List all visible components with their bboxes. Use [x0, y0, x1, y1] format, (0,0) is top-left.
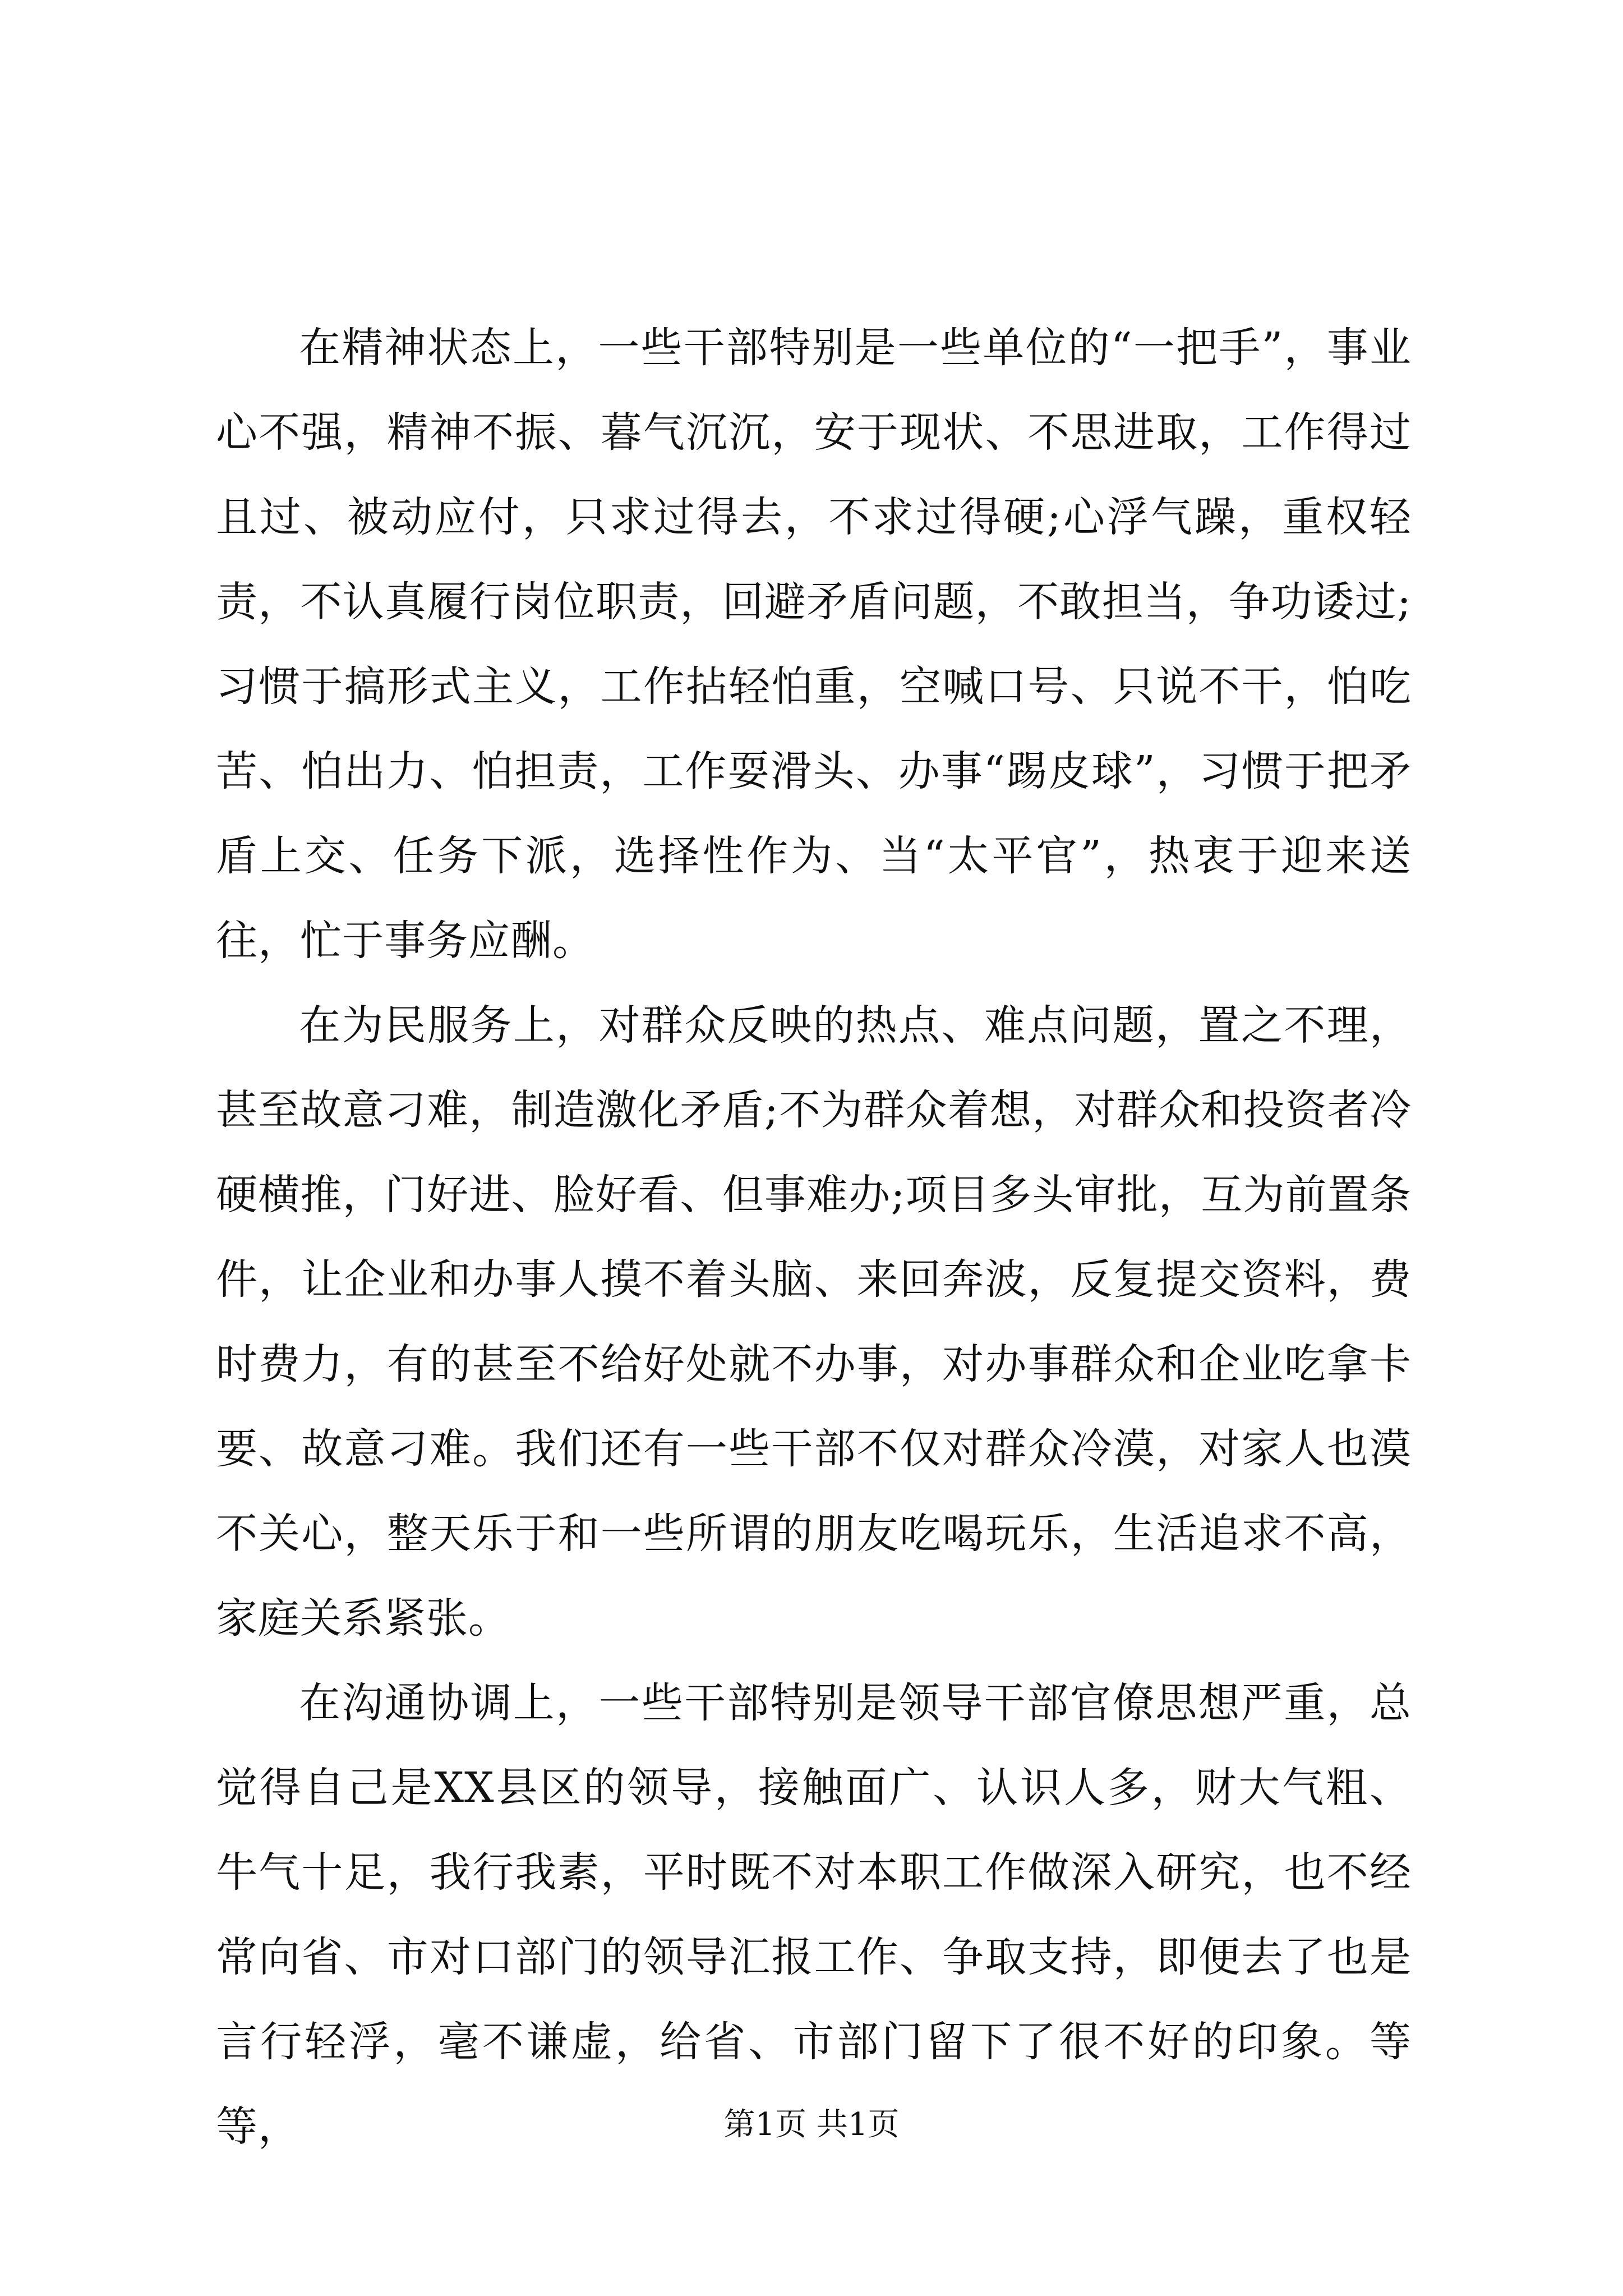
- paragraph-communication: 在沟通协调上，一些干部特别是领导干部官僚思想严重，总觉得自己是XX县区的领导，接触面广、认识人多，财大气粗、牛气十足，我行我素，平时既不对本职工作做深入研究，也不经常向省、市对口部门的领导汇报工作、争取支持，即便去了也是言行轻浮，毫不谦虚，给省、市部门留下了很不好的印象。等等，: [216, 1679, 1412, 2151]
- page-footer: 第1页 共1页: [723, 2106, 900, 2143]
- document-body: [216, 306, 1412, 2169]
- paragraph-public-service: 在为民服务上，对群众反映的热点、难点问题，置之不理，甚至故意刁难，制造激化矛盾;不为群众着想，对群众和投资者冷硬横推，门好进、脸好看、但事难办;项目多头审批，互为前置条件，让企业和办事人摸不着头脑、来回奔波，反复提交资料，费时费力，有的甚至不给好处就不办事，对办事群众和企业吃拿卡要、故意刁难。我们还有一些干部不仅对群众冷漠，对家人也漠不关心，整天乐于和一些所谓的朋友吃喝玩乐，生活追求不高，家庭关系紧张。: [216, 1001, 1412, 1642]
- paragraph-spirit-state: 在精神状态上，一些干部特别是一些单位的“一把手”，事业心不强，精神不振、暮气沉沉，安于现状、不思进取，工作得过且过、被动应付，只求过得去，不求过得硬;心浮气躁，重权轻责，不认真履行岗位职责，回避矛盾问题，不敢担当，争功诿过;习惯于搞形式主义，工作拈轻怕重，空喊口号、只说不干，怕吃苦、怕出力、怕担责，工作耍滑头、办事“踢皮球”，习惯于把矛盾上交、任务下派，选择性作为、当“太平官”，热衷于迎来送往，忙于事务应酬。: [216, 324, 1412, 965]
